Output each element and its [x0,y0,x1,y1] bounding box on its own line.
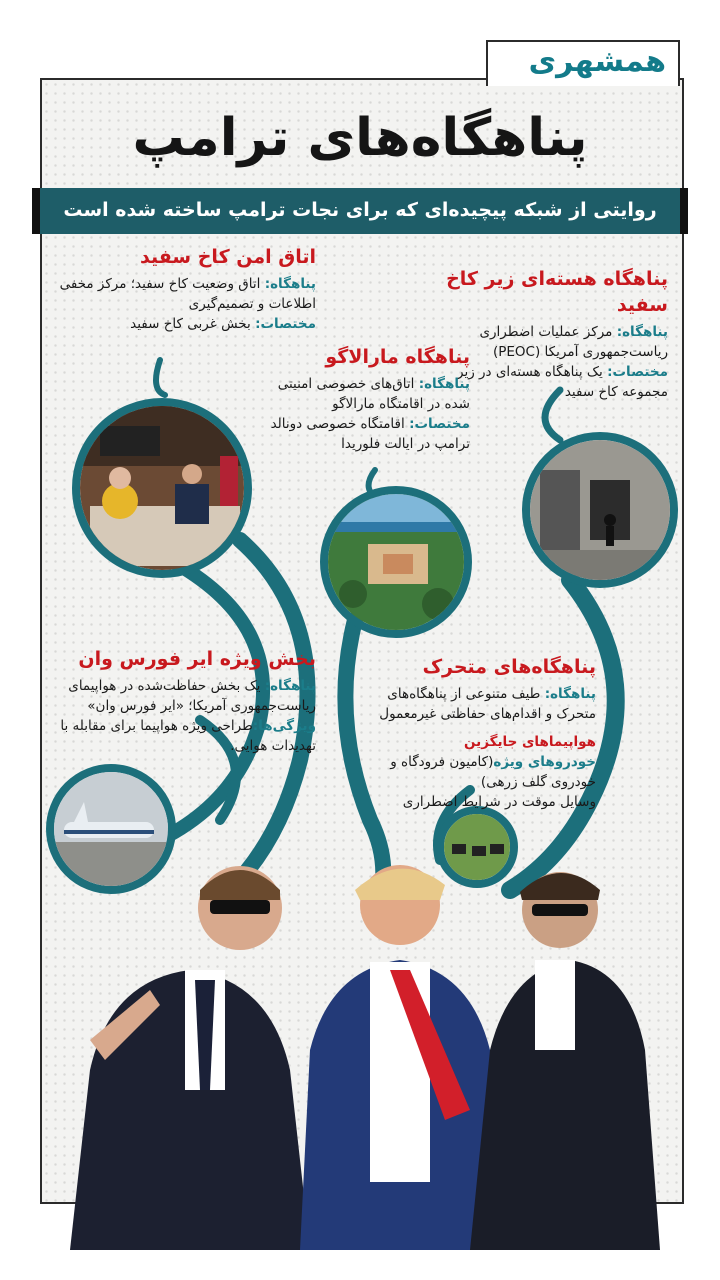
right-agent-figure [470,872,660,1250]
maralago-shelter-text-2: شده در اقامتگاه مارالاگو [332,396,470,412]
situation-room-shelter-label: پناهگاه: [264,276,316,292]
maralago-coords-text: اقامتگاه خصوصی دونالد [270,416,405,432]
mobile-vehicles-label: خودروهای ویژه [493,754,596,770]
nuclear-shelter-text: مرکز عملیات اضطراری [479,324,613,340]
air-force-one-heading: بخش ویژه ایر فورس وان [78,648,316,670]
situation-room-heading: اتاق امن کاخ سفید [140,246,316,268]
mobile-alt-planes: هواپیماهای جایگزین [464,734,596,750]
nuclear-shelter-text-2: ریاست‌جمهوری آمریکا (PEOC) [492,344,668,360]
section-situation-room [58,244,316,334]
mobile-temp-means: وسایل موقت در شرایط اضطراری [402,794,596,810]
nuclear-coords-text-2: مجموعه کاخ سفید [564,384,668,400]
nuclear-coords-label: مختصات: [607,364,668,380]
brand-logo [486,40,680,86]
maralago-shelter-text: اتاق‌های خصوصی امنیتی [277,376,415,392]
tentacle-tip-top-left [156,360,165,395]
maralago-coords-label: مختصات: [409,416,470,432]
situation-room-photo [72,398,252,578]
situation-room-coords-text: بخش غربی کاخ سفید [130,316,251,332]
afo-shelter-label: پناهگاه: [264,678,316,694]
section-air-force-one [44,646,316,756]
mobile-shelter-label: پناهگاه: [544,686,596,702]
nuclear-bunker-heading: پناهگاه هسته‌ای زیر کاخ سفید [446,268,668,316]
maralago-shelter-label: پناهگاه: [418,376,470,392]
page-title: پناهگاه‌های ترامپ [132,108,588,168]
afo-features-label: ویژگی‌ها: [252,718,316,734]
nuclear-bunker-photo [522,432,678,588]
maralago-heading: پناهگاه مارالاگو [325,346,470,368]
section-maralago [262,344,470,454]
situation-room-shelter-text: اتاق وضعیت کاخ سفید؛ مرکز مخفی [59,276,261,292]
page-subtitle: روایتی از شبکه پیچیده‌ای که برای نجات ترامپ ساخته شده است [63,199,657,221]
maralago-coords-text-2: ترامپ در ایالت فلوریدا [341,436,470,452]
mobile-heading: پناهگاه‌های متحرک [422,656,596,678]
afo-features-text: طراحی ویژه هواپیما برای مقابله با [60,718,253,734]
trump-figure [300,865,500,1250]
mobile-vehicles-text: (کامیون فرودگاه و [390,754,494,770]
nuclear-coords-text: یک پناهگاه هسته‌ای در زیر [457,364,603,380]
afo-features-text-2: تهدیدات هوایی. [230,738,316,754]
maralago-aerial-photo [320,486,472,638]
left-agent-figure [70,866,310,1250]
subtitle-bar [40,188,680,234]
logo-text: همشهری [528,44,666,79]
agents-with-trump-photo [50,830,670,1250]
section-mobile-shelters [360,654,596,812]
mobile-vehicles-text-2: خودروی گلف زرهی) [480,774,596,790]
mobile-shelter-text: طیف متنوعی از پناهگاه‌های [387,686,541,702]
situation-room-coords-label: مختصات: [255,316,316,332]
nuclear-shelter-label: پناهگاه: [616,324,668,340]
mobile-shelter-text-2: متحرک و اقدام‌های حفاظتی غیرمعمول [379,706,596,722]
situation-room-shelter-text-2: اطلاعات و تصمیم‌گیری [188,296,316,312]
afo-shelter-text: یک بخش حفاظت‌شده در هواپیمای [68,678,261,694]
afo-shelter-text-2: ریاست‌جمهوری آمریکا؛ «ایر فورس وان» [87,698,316,714]
